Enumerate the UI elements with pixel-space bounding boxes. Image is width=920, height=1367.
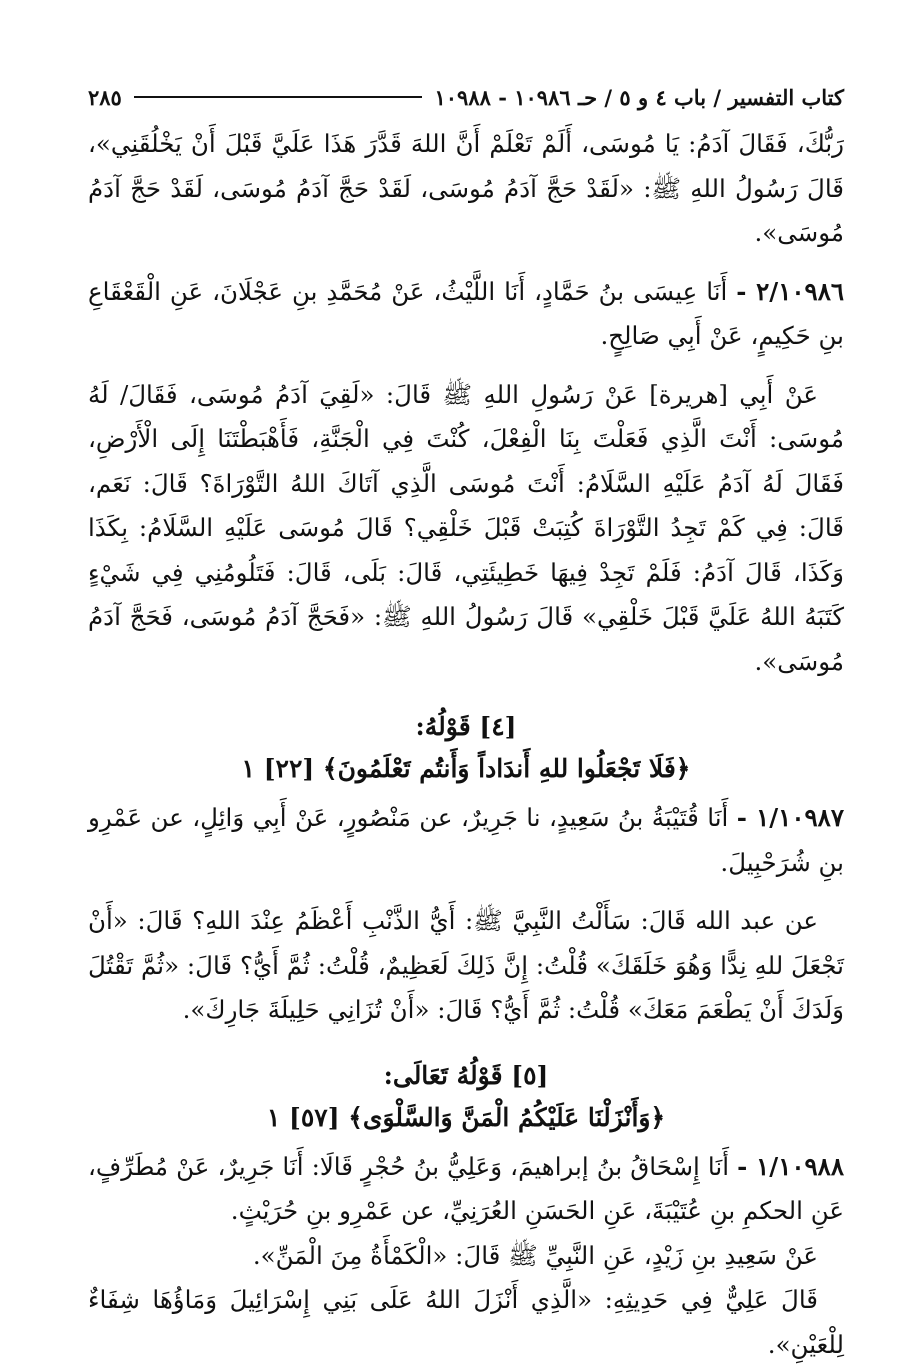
hadith-number: ٢/١٠٩٨٦ - <box>736 276 845 306</box>
page-header <box>88 78 844 116</box>
hadith-10988-addendum: قَالَ عَلِيٌّ فِي حَدِيثِهِ: «الَّذِي أَنْزَلَ اللهُ عَلَى بَنِي إِسْرَائِيلَ وَمَاؤُهَا شِفَاءٌ لِلْعَيْنِ». <box>88 1285 844 1359</box>
isnad-text: أَنَا قُتَيْبَةُ بنُ سَعِيدٍ، نا جَرِيرٌ، عن مَنْصُورٍ، عَنْ أَبِي وَائِلٍ، عن عَمْرِو بنِ شُرَحْبِيلَ. <box>88 803 844 877</box>
header-rule <box>134 96 423 98</box>
section-4-verse: ﴿فَلَا تَجْعَلُوا للهِ أَندَاداً وَأَنتُم تَعْلَمُونَ﴾ [٢٢] ١ <box>241 754 691 783</box>
hadith-10988-isnad <box>88 1145 844 1234</box>
hadith-number: ١/١٠٩٨٧ - <box>736 803 844 832</box>
isnad-text: أَنَا إِسْحَاقُ بنُ إبراهيمَ، وَعَلِيُّ بنُ حُجْرٍ قَالَا: أَنَا جَرِيرٌ، عَنْ مُطَرِّفٍ، عَنِ الحكمِ بنِ عُتَيْبَةَ، عَنِ الحَسَنِ العُرَنِيِّ، عن عَمْرِو بنِ حُرَيْثٍ. <box>88 1151 844 1225</box>
hadith-10986-isnad <box>88 270 844 359</box>
page-number: ٢٨٥ <box>88 84 122 110</box>
hadith-10988-matn: عَنْ سَعِيدِ بنِ زَيْدٍ، عَنِ النَّبِيِّ ﷺ قَالَ: «الْكَمْأَةُ مِنَ الْمَنِّ». <box>252 1240 818 1270</box>
isnad-text: أَنَا عِيسَى بنُ حَمَّادٍ، أَنَا اللَّيْثُ، عَنْ مُحَمَّدِ بنِ عَجْلَانَ، عَنِ الْقَعْقَاعِ بنِ حَكِيمٍ، عَنْ أَبِي صَالِحٍ. <box>88 276 844 350</box>
section-5-verse: ﴿وَأَنْزَلْنَا عَلَيْكُمُ الْمَنَّ وَالسَّلْوَى﴾ [٥٧] ١ <box>266 1102 666 1132</box>
section-4-heading: [٤] قَوْلُهُ: <box>415 712 517 741</box>
section-5-heading: [٥] قَوْلُهُ تَعَالَى: <box>383 1060 549 1090</box>
hadith-10986-matn: عَنْ أَبِي [هريرة] عَنْ رَسُولِ اللهِ ﷺ قَالَ: «لَقِيَ آدَمُ مُوسَى، فَقَالَ/ لَهُ مُوسَى: أَنْتَ الَّذِي فَعَلْتَ بِنَا الْفِعْلَ، كُنْتَ فِي الْجَنَّةِ، فَأَهْبَطْتَنَا إِلَى الْأَرْضِ، فَقَالَ لَهُ آدَمُ عَلَيْهِ السَّلَامُ: أَنْتَ مُوسَى الَّذِي آتَاكَ اللهُ التَّوْرَاةَ؟ قَالَ: نَعَم، قَالَ: فِي كَمْ تَجِدُ التَّوْرَاةَ كُتِبَتْ قَبْلَ خَلْقِي؟ قَالَ مُوسَى عَلَيْهِ السَّلَامُ: بِكَذَا وَكَذَا، قَالَ آدَمُ: فَلَمْ تَجِدْ فِيهَا خَطِيئَتِي، قَالَ: بَلَى، قَالَ: فَتَلُومُنِي فِي شَيْءٍ كَتَبَهُ اللهُ عَلَيَّ قَبْلَ خَلْقِي» قَالَ رَسُولُ اللهِ ﷺ: «فَحَجَّ آدَمُ مُوسَى، فَحَجَّ آدَمُ مُوسَى». <box>88 379 844 676</box>
hadith-10987-matn: عن عبد الله قَالَ: سَأَلْتُ النَّبِيَّ ﷺ: أَيُّ الذَّنْبِ أَعْظَمُ عِنْدَ اللهِ؟ قَالَ: «أَنْ تَجْعَلَ للهِ نِدًّا وَهُوَ خَلَقَكَ» قُلْتُ: إِنَّ ذَلِكَ لَعَظِيمٌ، قُلْتُ: ثُمَّ أَيُّ؟ قَالَ: «ثُمَّ تَقْتُلَ وَلَدَكَ أَنْ يَطْعَمَ مَعَكَ» قُلْتُ: ثُمَّ أَيُّ؟ قَالَ: «أَنْ تُزَانِي حَلِيلَةَ جَارِكَ». <box>88 906 844 1024</box>
hadith-number: ١/١٠٩٨٨ - <box>737 1151 844 1181</box>
hadith-10987-isnad <box>88 796 844 885</box>
hadith-continuation-paragraph: رَبُّكَ، فَقَالَ آدَمُ: يَا مُوسَى، أَلَمْ تَعْلَمْ أَنَّ اللهَ قَدَّرَ هَذَا عَلَيَّ قَبْلَ أَنْ يَخْلُقَنِي»، قَالَ رَسُولُ اللهِ ﷺ: «لَقَدْ حَجَّ آدَمُ مُوسَى، لَقَدْ حَجَّ آدَمُ مُوسَى، لَقَدْ حَجَّ آدَمُ مُوسَى». <box>88 129 844 247</box>
running-title: كتاب التفسير / باب ٤ و ٥ / حـ ١٠٩٨٦ - ١٠٩٨٨ <box>434 84 844 110</box>
